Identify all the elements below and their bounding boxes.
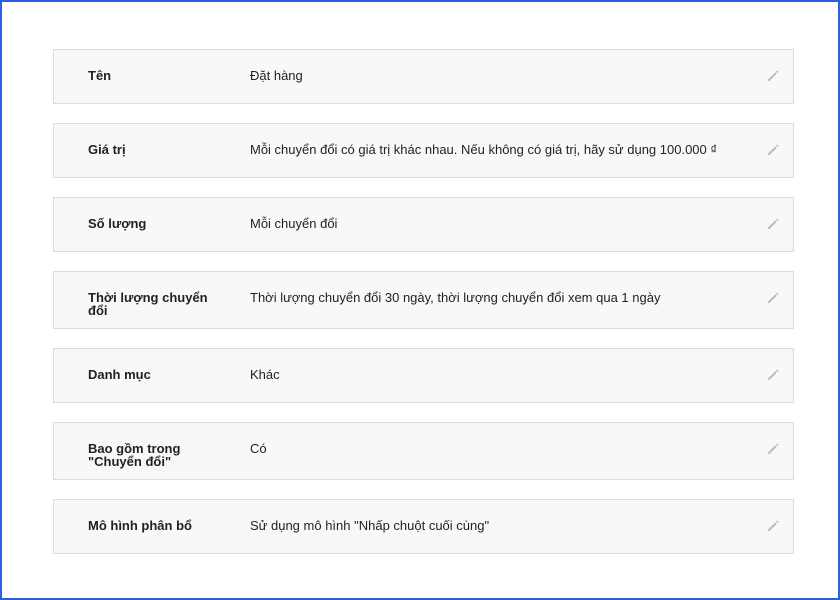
setting-value: Thời lượng chuyển đổi 30 ngày, thời lượng chuyển đổi xem qua 1 ngày [250,290,661,305]
pencil-edit-icon[interactable] [766,69,780,83]
setting-value: Mỗi chuyển đổi [250,216,338,231]
setting-row-value[interactable] [53,123,794,178]
pencil-edit-icon[interactable] [766,143,780,157]
setting-row-include-in-conversions[interactable] [53,422,794,480]
pencil-edit-icon[interactable] [766,368,780,382]
setting-row-conversion-window[interactable] [53,271,794,329]
setting-label: Thời lượng chuyển đổi [88,290,208,318]
pencil-edit-icon[interactable] [766,217,780,231]
setting-label: Số lượng [88,216,147,231]
setting-row-attribution-model[interactable] [53,499,794,554]
setting-label: Giá trị [88,142,126,157]
setting-label: Mô hình phân bổ [88,518,192,533]
pencil-edit-icon[interactable] [766,442,780,456]
setting-label: Tên [88,68,112,83]
setting-value: Khác [250,367,280,382]
setting-label: Bao gồm trong "Chuyển đổi" [88,441,181,469]
setting-value: Sử dụng mô hình "Nhấp chuột cuối cùng" [250,518,490,533]
setting-row-category[interactable] [53,348,794,403]
setting-row-count[interactable] [53,197,794,252]
setting-label: Danh mục [88,367,151,382]
conversion-settings-list [53,49,794,554]
setting-value: Đặt hàng [250,68,303,83]
pencil-edit-icon[interactable] [766,291,780,305]
setting-row-name[interactable] [53,49,794,104]
setting-value: Có [250,441,267,456]
setting-value: Mỗi chuyển đổi có giá trị khác nhau. Nếu không có giá trị, hãy sử dụng 100.000 ₫ [250,142,718,157]
pencil-edit-icon[interactable] [766,519,780,533]
